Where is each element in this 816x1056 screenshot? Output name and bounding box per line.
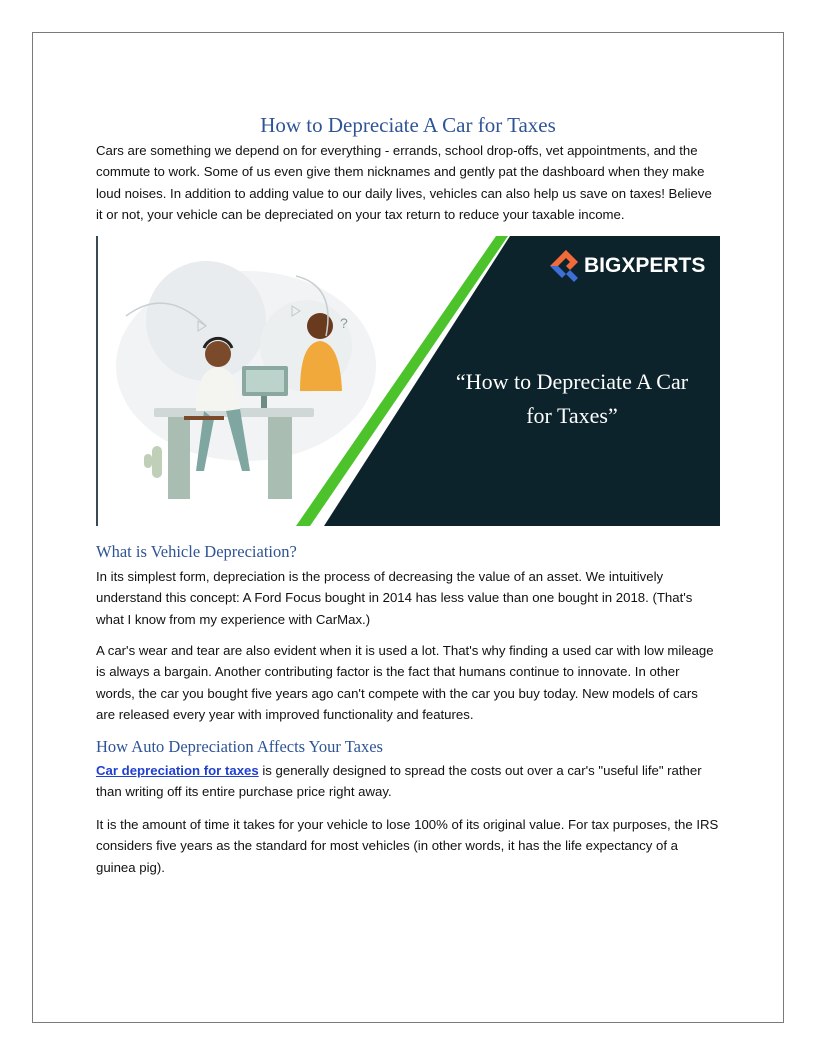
section1-paragraph-1: In its simplest form, depreciation is the process of decreasing the value of an asset. We intuitively understand this concept: A Ford Focus bought in 2014 has less value than one bought in 2018. (That's what I know from my experience with CarMax.) [96, 569, 693, 627]
banner-headline-line1: “How to Depreciate A Car [455, 369, 689, 394]
banner-left-rule [96, 236, 98, 526]
intro-paragraph: Cars are something we depend on for everything - errands, school drop-offs, vet appointments, and the commute to work. Some of us even give them nicknames and gently pat the dashboard when they make loud noises. In addition to adding value to our daily lives, vehicles can also help us save on taxes! Believe it or not, your vehicle can be depreciated on your tax return to reduce your taxable income. [96, 143, 712, 222]
svg-text:?: ? [340, 315, 348, 331]
car-depreciation-link[interactable]: Car depreciation for taxes [96, 763, 259, 778]
section2-paragraph-1 [96, 760, 720, 803]
page-title: How to Depreciate A Car for Taxes [260, 113, 556, 137]
section-heading-auto-depreciation-taxes: How Auto Depreciation Affects Your Taxes [96, 737, 383, 756]
section2-paragraph-1-text: is generally designed to spread the costs out over a car's "useful life" rather than writing off its entire purchase price right away. [96, 763, 702, 800]
section-heading-vehicle-depreciation: What is Vehicle Depreciation? [96, 542, 297, 561]
section1-paragraph-2: A car's wear and tear are also evident when it is used a lot. That's why finding a used car with low mileage is always a bargain. Another contributing factor is the fact that humans continue to innovate. In other words, the car you bought five years ago can't compete with the car you buy today. New models of cars are released every year with improved functionality and features. [96, 643, 714, 722]
banner-image [96, 236, 720, 526]
section2-paragraph-2: It is the amount of time it takes for your vehicle to lose 100% of its original value. For tax purposes, the IRS considers five years as the standard for most vehicles (in other words, it has the life expectancy of a guinea pig). [96, 817, 719, 875]
banner-headline-line2: for Taxes” [526, 403, 618, 428]
brand-name: BIGXPERTS [584, 254, 706, 277]
